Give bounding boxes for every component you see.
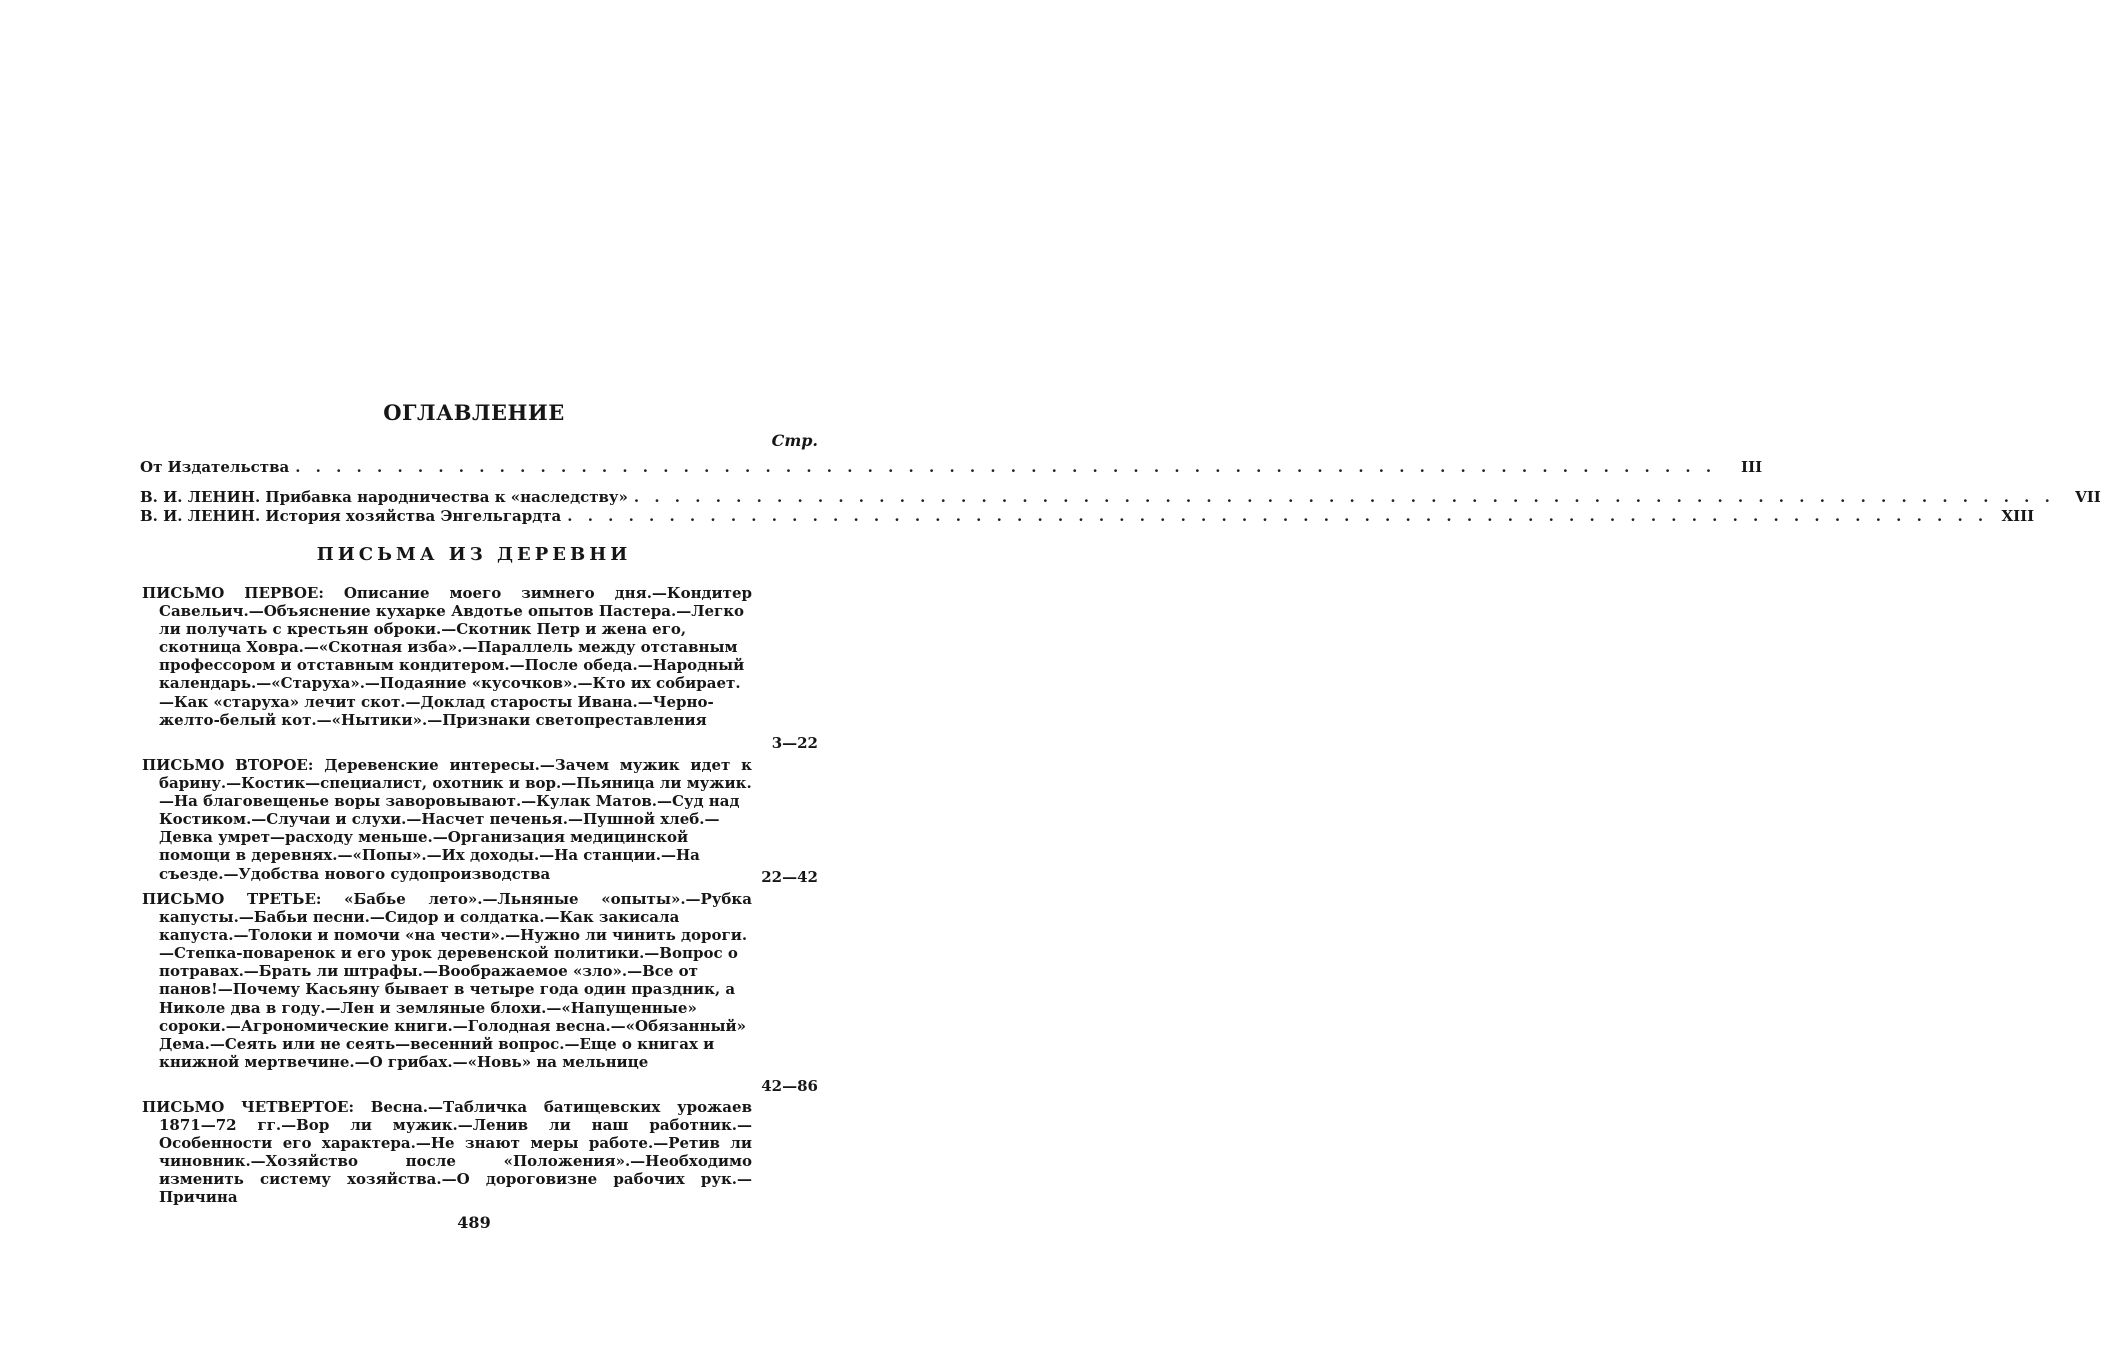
letter-title-line: ПИСЬМО ПЕРВОЕ: Описание моего зимнего дня.—Кондитер	[142, 584, 752, 602]
toc-entry	[140, 488, 2101, 506]
letter-description: Савельич.—Объяснение кухарке Авдотье опытов Пастера.—Легко ли получать с крестьян оброки.—Скотник Петр и жена его, скотница Ховра.—«Скотная изба».—Параллель между отставным профессором и отставным кондитером.—После обеда.—Народный календарь.—«Старуха».—Подаяние «кусочков».—Кто их собирает.—Как «старуха» лечит скот.—Доклад старосты Ивана.—Черно-желто-белый кот.—«Нытики».—Признаки светопреставления	[159, 602, 745, 729]
toc-entry-page: VII	[2075, 488, 2101, 506]
letter-entry	[142, 890, 752, 1071]
letter-pages: 22—42	[761, 868, 818, 886]
dot-leader: . . . . . . . . . . . . . . . . . . . . . . . . . . . . . . . . . . . . . . . . . . . . . . . . . . . . . . . . . . . . . . . . . . . . . .	[567, 507, 1989, 525]
toc-entry-page: III	[1741, 458, 1763, 476]
toc-entry	[140, 458, 1763, 476]
letter-entry	[142, 756, 752, 883]
letter-title-line: ПИСЬМО ТРЕТЬЕ: «Бабье лето».—Льняные «опыты».—Рубка	[142, 890, 752, 908]
letter-description: барину.—Костик—специалист, охотник и вор.—Пьяница ли мужик.—На благовещенье воры заворовывают.—Кулак Матов.—Суд над Костиком.—Случаи и слухи.—Насчет печенья.—Пушной хлеб.—Девка умрет—расходу меньше.—Организация медицинской помощи в деревнях.—«Попы».—Их доходы.—На станции.—На съезде.—Удобства нового судопроизводства	[159, 774, 752, 883]
letter-description: 1871—72 гг.—Вор ли мужик.—Ленив ли наш работник.—Особенности его характера.—Не знают меры работе.—Ретив ли чиновник.—Хозяйство после «Положения».—Необходимо изменить систему хозяйства.—О дороговизне рабочих рук.—Причина	[159, 1116, 752, 1207]
letter-pages: 42—86	[761, 1077, 818, 1095]
section-heading: ПИСЬМА ИЗ ДЕРЕВНИ	[316, 544, 632, 565]
letter-title-line: ПИСЬМО ЧЕТВЕРТОЕ: Весна.—Табличка батищевских урожаев	[142, 1098, 752, 1116]
toc-entry-label: В. И. ЛЕНИН. Прибавка народничества к «наследству»	[140, 488, 628, 506]
page-column-header: Стр.	[771, 431, 818, 450]
dot-leader: . . . . . . . . . . . . . . . . . . . . . . . . . . . . . . . . . . . . . . . . . . . . . . . . . . . . . . . . . . . . . . . . . . . . . .	[295, 458, 1717, 476]
page-number: 489	[457, 1213, 491, 1232]
letter-entry	[142, 584, 752, 729]
letter-pages: 3—22	[771, 734, 818, 752]
toc-entry-label: В. И. ЛЕНИН. История хозяйства Энгельгардта	[140, 507, 562, 525]
toc-entry-label: От Издательства	[140, 458, 290, 476]
letter-title-line: ПИСЬМО ВТОРОЕ: Деревенские интересы.—Зачем мужик идет к	[142, 756, 752, 774]
letter-entry	[142, 1098, 752, 1207]
toc-entry-page: XIII	[2001, 507, 2035, 525]
dot-leader: . . . . . . . . . . . . . . . . . . . . . . . . . . . . . . . . . . . . . . . . . . . . . . . . . . . . . . . . . . . . . . . . . . . . . .	[633, 488, 2055, 506]
toc-entry	[140, 507, 2035, 525]
letter-description: капусты.—Бабьи песни.—Сидор и солдатка.—Как закисала капуста.—Толоки и помочи «на чести».—Нужно ли чинить дороги.—Степка-поваренок и его урок деревенской политики.—Вопрос о потравах.—Брать ли штрафы.—Воображаемое «зло».—Все от панов!—Почему Касьяну бывает в четыре года один праздник, а Николе два в году.—Лен и земляные блохи.—«Напущенные» сороки.—Агрономические книги.—Голодная весна.—«Обязанный» Дема.—Сеять или не сеять—весенний вопрос.—Еще о книгах и книжной мертвечине.—О грибах.—«Новь» на мельнице	[159, 908, 748, 1071]
toc-title: ОГЛАВЛЕНИЕ	[383, 400, 565, 425]
